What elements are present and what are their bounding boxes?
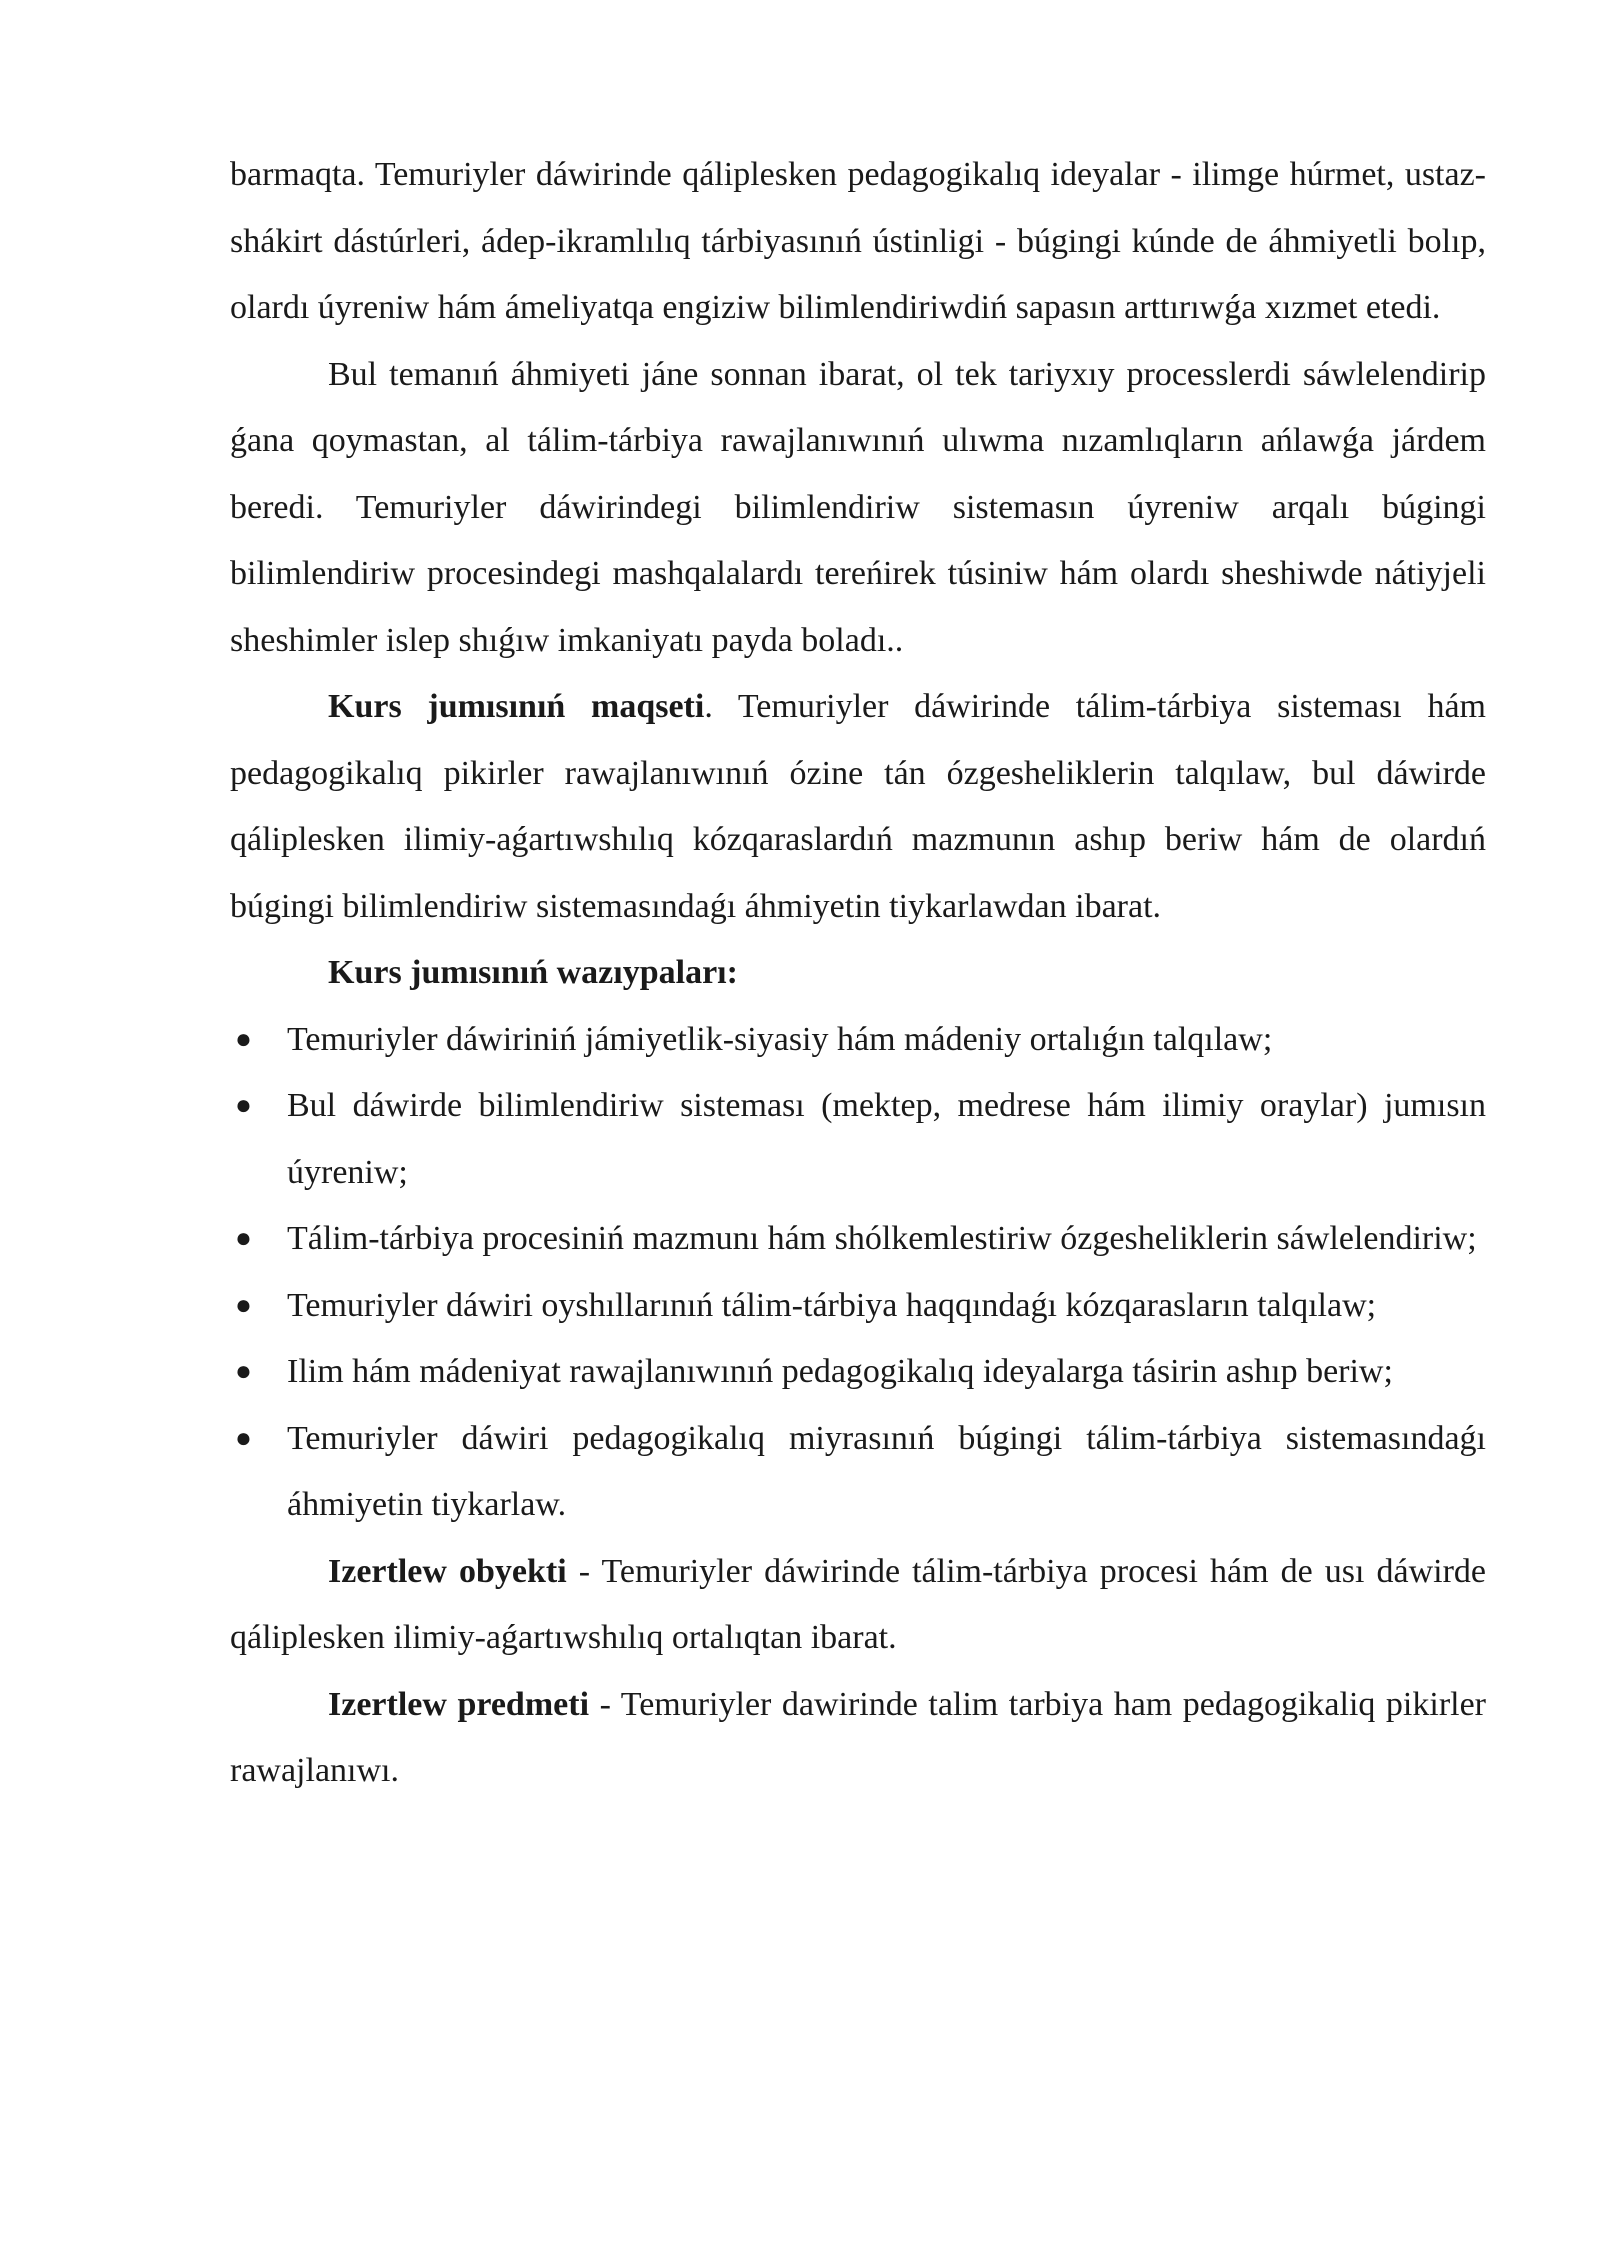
tasks-list <box>230 1007 1486 1539</box>
object-text: - Temuriyler dáwirinde tálim-tárbiya procesi hám de usı dáwirde qáliplesken ilimiy-aǵartıwshılıq ortalıqtan ibarat. <box>230 1552 1486 1656</box>
task-text: Tálim-tárbiya procesiniń mazmunı hám shólkemlestiriw ózgesheliklerin sáwlelendiriw; <box>287 1220 1477 1257</box>
goal-paragraph <box>230 674 1486 940</box>
document-page <box>230 142 1486 1805</box>
bullet-icon: ● <box>235 1223 252 1254</box>
tasks-heading: Kurs jumısınıń wazıypaları: <box>328 954 738 991</box>
bullet-icon: ● <box>235 1356 252 1387</box>
list-item <box>230 1406 1486 1539</box>
object-label: Izertlew obyekti <box>328 1552 567 1590</box>
list-item <box>230 1073 1486 1206</box>
bullet-icon: ● <box>235 1289 252 1321</box>
list-item <box>230 1007 1486 1074</box>
list-item <box>230 1273 1486 1340</box>
task-text: Bul dáwirde bilimlendiriw sisteması (mektep, medrese hám ilimiy oraylar) jumısın úyreniw; <box>287 1087 1486 1191</box>
goal-text: . Temuriyler dáwirinde tálim-tárbiya sisteması hám pedagogikalıq pikirler rawajlanıwınıń ózine tán ózgesheliklerin talqılaw, bul dáwirde qáliplesken ilimiy-aǵartıwshılıq kózqaraslardıń mazmunın ashıp beriw hám de olardıń búgingi bilimlendiriw sistemasındaǵı áhmiyetin tiykarlawdan ibarat. <box>230 688 1486 925</box>
importance-paragraph: Bul temanıń áhmiyeti jáne sonnan ibarat, ol tek tariyxıy processlerdi sáwlelendirip ǵana qoymastan, al tálim-tárbiya rawajlanıwınıń ulıwma nızamlıqların ańlawǵa járdem beredi. Temuriyler dáwirindegi bilimlendiriw sistemasın úyreniw arqalı búgingi bilimlendiriw procesindegi mashqalalardı tereńirek túsiniw hám olardı sheshiwde nátiyjeli sheshimler islep shıǵıw imkaniyatı payda boladı.. <box>230 355 1486 659</box>
object-paragraph <box>230 1539 1486 1672</box>
subject-label: Izertlew predmeti <box>328 1685 590 1723</box>
list-item <box>230 1339 1486 1406</box>
goal-label: Kurs jumısınıń maqseti <box>328 688 705 725</box>
bullet-icon: ● <box>235 1090 252 1121</box>
task-text: Ilim hám mádeniyat rawajlanıwınıń pedagogikalıq ideyalarga tásirin ashıp beriw; <box>287 1353 1393 1390</box>
bullet-icon: ● <box>235 1422 252 1454</box>
subject-paragraph <box>230 1672 1486 1805</box>
intro-paragraph: barmaqta. Temuriyler dáwirinde qáliplesken pedagogikalıq ideyalar - ilimge húrmet, ustaz-shákirt dástúrleri, ádep-ikramlılıq tárbiyasınıń ústinligi - búgingi kúnde de áhmiyetli bolıp, olardı úyreniw hám ámeliyatqa engiziw bilimlendiriwdiń sapasın arttırıwǵa xızmet etedi. <box>230 156 1486 326</box>
task-text: Temuriyler dáwiri pedagogikalıq miyrasınıń búgingi tálim-tárbiya sistemasındaǵı áhmiyetin tiykarlaw. <box>287 1419 1486 1523</box>
bullet-icon: ● <box>235 1023 252 1055</box>
subject-text: - Temuriyler dawirinde talim tarbiya ham pedagogikaliq pikirler rawajlanıwı. <box>230 1685 1487 1789</box>
task-text: Temuriyler dáwiriniń jámiyetlik-siyasiy hám mádeniy ortalıǵın talqılaw; <box>287 1020 1273 1058</box>
list-item <box>230 1206 1486 1273</box>
task-text: Temuriyler dáwiri oyshıllarınıń tálim-tárbiya haqqındaǵı kózqarasların talqılaw; <box>287 1286 1377 1324</box>
